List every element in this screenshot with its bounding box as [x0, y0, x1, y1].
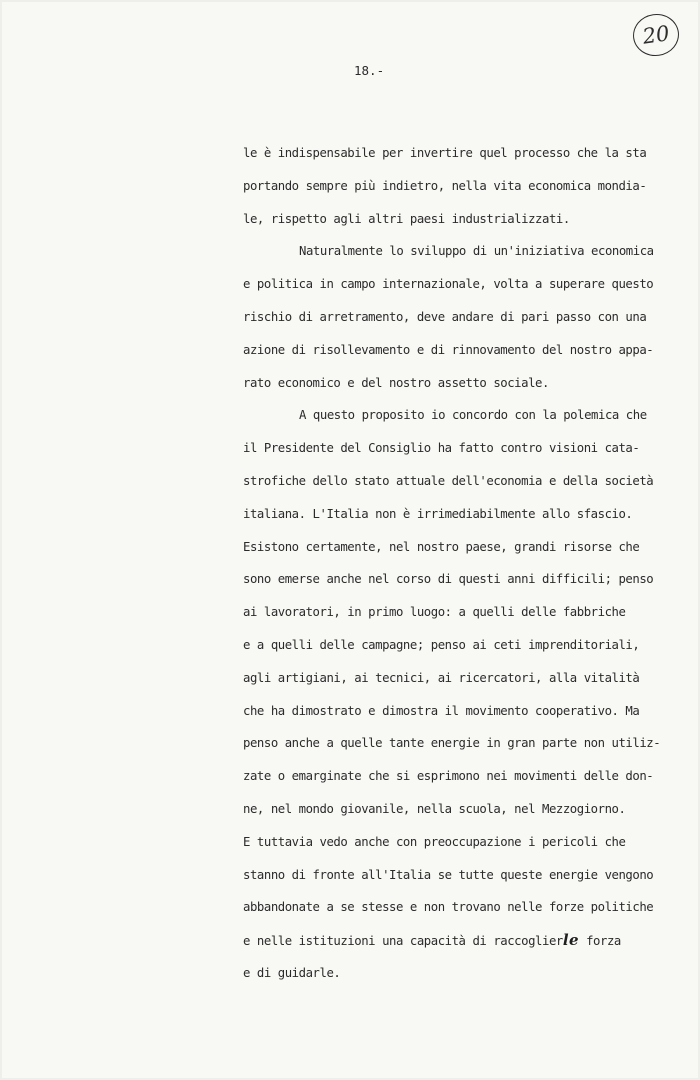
page-number: 18.-	[354, 63, 385, 78]
text-line: abbandonate a se stesse e non trovano nelle forze politiche	[243, 900, 654, 915]
text-line: sono emerse anche nel corso di questi anni difficili; penso	[243, 572, 654, 587]
text-line: ai lavoratori, in primo luogo: a quelli delle fabbriche	[243, 605, 626, 620]
text-line: azione di risollevamento e di rinnovamento del nostro appa-	[243, 342, 654, 357]
text-line: e a quelli delle campagne; penso ai ceti imprenditoriali,	[243, 637, 640, 652]
stamp-number: 20	[641, 21, 671, 49]
text-line: Naturalmente lo sviluppo di un'iniziativa economica	[299, 244, 654, 259]
text-line: e politica in campo internazionale, volta a superare questo	[243, 277, 654, 292]
text-line: che ha dimostrato e dimostra il movimento cooperativo. Ma	[243, 703, 640, 718]
text-line: rischio di arretramento, deve andare di pari passo con una	[243, 309, 647, 324]
correction-line-text: e nelle istituzioni una capacità di raccoglier	[243, 934, 563, 949]
text-line: agli artigiani, ai tecnici, ai ricercatori, alla vitalità	[243, 670, 640, 685]
text-line: ne, nel mondo giovanile, nella scuola, nel Mezzogiorno.	[243, 801, 626, 816]
text-line: stanno di fronte all'Italia se tutte queste energie vengono	[243, 867, 654, 882]
text-line: e di guidarle.	[243, 965, 341, 980]
text-line: Esistono certamente, nel nostro paese, grandi risorse che	[243, 539, 640, 554]
text-line: le, rispetto agli altri paesi industrializzati.	[243, 211, 570, 226]
text-line: portando sempre più indietro, nella vita economica mondia-	[243, 178, 647, 193]
corrected-text-line	[243, 930, 683, 963]
body-text	[243, 143, 683, 996]
handwritten-correction: le	[562, 931, 580, 950]
text-line: E tuttavia vedo anche con preoccupazione i pericoli che	[243, 834, 626, 849]
text-line: italiana. L'Italia non è irrimediabilmente allo sfascio.	[243, 506, 633, 521]
text-line: rato economico e del nostro assetto sociale.	[243, 375, 549, 390]
text-line: il Presidente del Consiglio ha fatto contro visioni cata-	[243, 441, 640, 456]
text-line: strofiche dello stato attuale dell'economia e della società	[243, 473, 654, 488]
text-line: zate o emarginate che si esprimono nei movimenti delle don-	[243, 769, 654, 784]
page-stamp	[630, 11, 681, 59]
corrected-word: forza	[586, 934, 621, 949]
text-line: le è indispensabile per invertire quel processo che la sta	[243, 146, 647, 160]
text-line: penso anche a quelle tante energie in gran parte non utiliz-	[243, 736, 661, 751]
text-line: A questo proposito io concordo con la polemica che	[299, 408, 647, 423]
